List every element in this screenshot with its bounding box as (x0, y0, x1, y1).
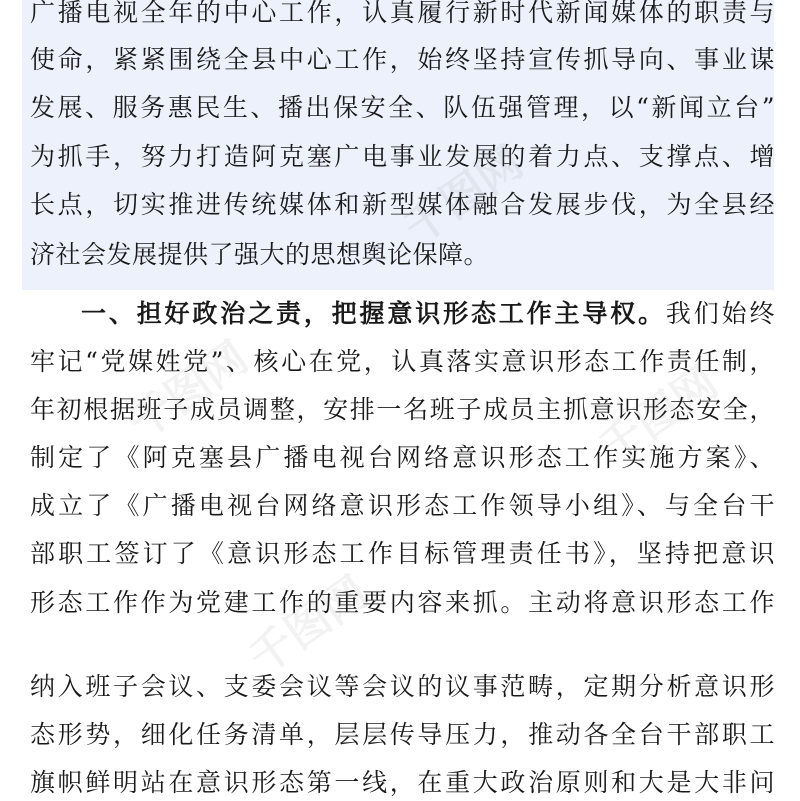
text-line: 成立了《广播电视台网络意识形态工作领导小组》、与全台干 (30, 491, 775, 520)
watermark: 千图网 (589, 356, 728, 475)
text-line: 广播电视全年的中心工作，认真履行新时代新闻媒体的职责与 (30, 0, 775, 27)
heading-line (81, 296, 775, 332)
heading-tail: 我们始终 (665, 299, 775, 328)
text-line: 为抓手，努力打造阿克塞广电事业发展的着力点、支撑点、增 (30, 142, 775, 171)
text-line: 态形势，细化任务清单，层层传导压力，推动各全台干部职工 (30, 720, 775, 749)
text-line: 旗帜鲜明站在意识形态第一线，在重大政治原则和大是大非问 (30, 768, 775, 797)
watermark: 千图网 (239, 566, 378, 685)
text-line: 形态工作作为党建工作的重要内容来抓。主动将意识形态工作 (30, 588, 775, 617)
text-line: 年初根据班子成员调整，安排一名班子成员主抓意识形态安全， (30, 395, 775, 424)
text-line: 纳入班子会议、支委会议等会议的议事范畴，定期分析意识形 (30, 672, 775, 701)
text-line: 制定了《阿克塞县广播电视台网络意识形态工作实施方案》、 (30, 443, 775, 472)
text-line: 长点，切实推进传统媒体和新型媒体融合发展步伐，为全县经 (30, 190, 775, 219)
section-heading: 一、担好政治之责，把握意识形态工作主导权。 (81, 299, 666, 328)
text-line: 牢记“党媒姓党”、核心在党，认真落实意识形态工作责任制， (30, 347, 775, 376)
text-line: 发展、服务惠民生、播出保安全、队伍强管理，以“新闻立台” (30, 93, 775, 122)
text-line: 济社会发展提供了强大的思想舆论保障。 (30, 240, 490, 269)
text-line: 使命，紧紧围绕全县中心工作，始终坚持宣传抓导向、事业谋 (30, 45, 775, 74)
watermark: 千图网 (119, 331, 258, 450)
text-line: 部职工签订了《意识形态工作目标管理责任书》，坚持把意识 (30, 539, 775, 568)
